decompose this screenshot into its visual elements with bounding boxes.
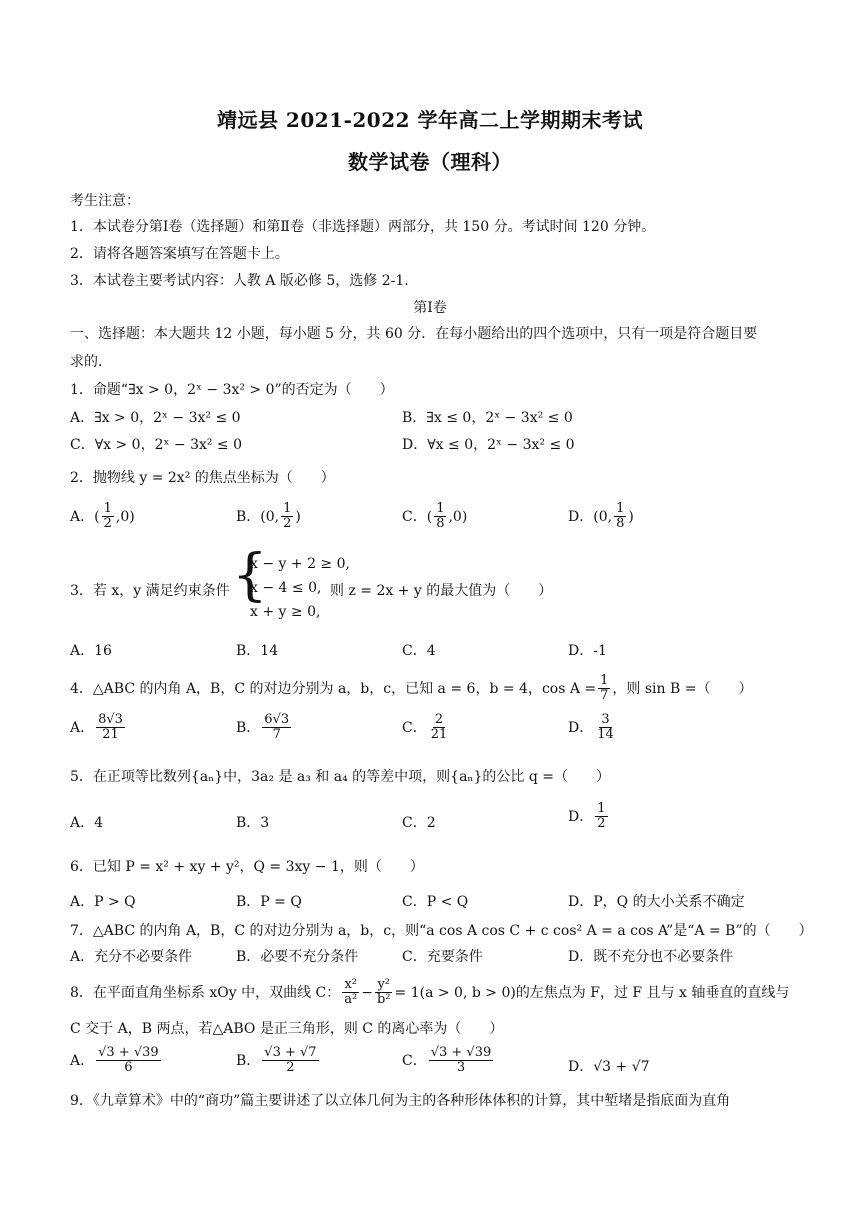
q4-a-den: 21 bbox=[102, 727, 119, 743]
q6-option-a: A．P > Q bbox=[70, 894, 136, 910]
q3-option-c: C．4 bbox=[402, 643, 436, 659]
q7-option-b: B．必要不充分条件 bbox=[236, 949, 359, 965]
q4-c-fraction bbox=[429, 713, 450, 743]
q8-c-den: 3 bbox=[456, 1060, 466, 1076]
q2-option-c bbox=[402, 502, 467, 532]
question-5-stem: 5．在正项等比数列{aₙ}中，3a₂ 是 a₃ 和 a₄ 的等差中项，则{aₙ}的公比 q =（ ） bbox=[70, 769, 610, 785]
q2-d-pre: (0, bbox=[593, 508, 613, 525]
section-intro-line1: 一、选择题：本大题共 12 小题，每小题 5 分，共 60 分．在每小题给出的四个选项中，只有一项是符合题目要 bbox=[70, 326, 758, 342]
q2-b-num: 1 bbox=[283, 501, 292, 516]
question-2-stem: 2．抛物线 y = 2x² 的焦点坐标为（ ） bbox=[70, 470, 335, 486]
q5-option-c: C．2 bbox=[402, 815, 436, 831]
q2-a-pre: ( bbox=[94, 508, 100, 525]
q7-option-c: C．充要条件 bbox=[402, 949, 483, 965]
q8-c-num: √3 + √39 bbox=[430, 1045, 492, 1060]
question-6-stem: 6．已知 P = x² + xy + y²，Q = 3xy − 1，则（ ） bbox=[70, 859, 424, 875]
q8-y-den: b² bbox=[376, 992, 391, 1008]
q8-b-fraction bbox=[262, 1046, 318, 1076]
constraint-2: x − 4 ≤ 0, bbox=[250, 580, 322, 596]
q8-a-num: √3 + √39 bbox=[98, 1045, 159, 1060]
q8-b-num: √3 + √7 bbox=[264, 1045, 317, 1060]
question-8-line2: C 交于 A，B 两点，若△ABO 是正三角形，则 C 的离心率为（ ） bbox=[70, 1021, 504, 1037]
q4-d-fraction bbox=[595, 713, 616, 743]
constraint-brace: { bbox=[232, 543, 268, 608]
notice-item-1: 1．本试卷分第Ⅰ卷（选择题）和第Ⅱ卷（非选择题）两部分，共 150 分。考试时间 120 分钟。 bbox=[70, 219, 656, 235]
q2-a-den: 2 bbox=[103, 516, 112, 532]
q4-a-fraction bbox=[96, 713, 125, 743]
q3-option-d: D．-1 bbox=[568, 643, 607, 659]
q8-d-label: D． bbox=[568, 1059, 594, 1075]
q2-option-b bbox=[236, 502, 301, 532]
q2-b-den: 2 bbox=[283, 516, 292, 532]
q1-option-d: D．∀x ≤ 0，2ˣ − 3x² ≤ 0 bbox=[402, 437, 575, 453]
q8-c-label: C． bbox=[402, 1052, 427, 1069]
q2-b-fraction bbox=[281, 502, 293, 532]
notice-item-2: 2．请将各题答案填写在答题卡上。 bbox=[70, 246, 289, 262]
q4-c-label: C． bbox=[402, 719, 427, 736]
q5-d-den: 2 bbox=[597, 816, 606, 832]
q8-a-label: A． bbox=[70, 1052, 95, 1069]
q2-c-post: ,0) bbox=[448, 508, 468, 525]
constraint-1: x − y + 2 ≥ 0, bbox=[250, 556, 350, 572]
q5-option-a: A．4 bbox=[70, 815, 104, 831]
q8-a-den: 6 bbox=[124, 1060, 133, 1076]
q8-eq-rest: = 1(a > 0, b > 0) bbox=[394, 984, 516, 1001]
q2-c-num: 1 bbox=[436, 501, 445, 516]
notice-heading: 考生注意： bbox=[70, 193, 140, 209]
q5-d-fraction bbox=[595, 802, 607, 832]
q6-option-d: D．P，Q 的大小关系不确定 bbox=[568, 894, 745, 910]
q2-d-den: 8 bbox=[616, 516, 625, 532]
q2-d-num: 1 bbox=[616, 501, 625, 516]
section-intro-line2: 求的． bbox=[70, 354, 112, 370]
q8-a-fraction bbox=[96, 1046, 161, 1076]
q4-cos-num: 1 bbox=[600, 673, 609, 688]
q6-option-b: B．P = Q bbox=[236, 894, 302, 910]
q8-x-num: x² bbox=[344, 977, 358, 992]
q4-cos-den: 7 bbox=[600, 688, 609, 704]
q8-c-fraction bbox=[429, 1046, 494, 1076]
q8-stem-b: 的左焦点为 F，过 F 且与 x 轴垂直的直线与 bbox=[515, 984, 790, 1001]
q2-c-den: 8 bbox=[436, 516, 445, 532]
q4-option-a bbox=[70, 713, 127, 743]
q8-b-label: B． bbox=[236, 1052, 261, 1069]
question-7-stem: 7．△ABC 的内角 A，B，C 的对边分别为 a，b，c，则“a cos A cos C + c cos² A = a cos A”是“A = B”的（ ） bbox=[70, 923, 813, 939]
q4-stem-b: ，则 sin B =（ ） bbox=[612, 680, 753, 697]
question-4-stem bbox=[70, 674, 752, 704]
q5-option-d bbox=[568, 802, 610, 832]
q4-cos-fraction bbox=[598, 674, 610, 704]
q2-a-post: ,0) bbox=[115, 508, 135, 525]
q8-x-den: a² bbox=[344, 992, 358, 1008]
q2-b-post: ) bbox=[295, 508, 301, 525]
q2-a-label: A． bbox=[70, 508, 95, 525]
q2-option-a bbox=[70, 502, 135, 532]
q4-stem-a: 4．△ABC 的内角 A，B，C 的对边分别为 a，b，c，已知 a = 6，b = 4，cos A = bbox=[70, 680, 597, 697]
q4-d-den: 14 bbox=[597, 727, 614, 743]
q2-a-num: 1 bbox=[103, 501, 112, 516]
q1-option-c: C．∀x > 0，2ˣ − 3x² ≤ 0 bbox=[70, 437, 243, 453]
q8-option-c bbox=[402, 1046, 495, 1076]
q8-option-d bbox=[568, 1056, 650, 1076]
q4-a-label: A． bbox=[70, 719, 95, 736]
q7-option-a: A．充分不必要条件 bbox=[70, 949, 193, 965]
q3-option-a: A．16 bbox=[70, 643, 112, 659]
q2-c-label: C． bbox=[402, 508, 427, 525]
q1-option-b: B．∃x ≤ 0，2ˣ − 3x² ≤ 0 bbox=[402, 410, 573, 426]
q5-d-num: 1 bbox=[597, 801, 606, 816]
q8-d-text: √3 + √7 bbox=[593, 1059, 650, 1075]
q2-c-pre: ( bbox=[426, 508, 433, 525]
q7-option-d: D．既不充分也不必要条件 bbox=[568, 949, 734, 965]
q4-option-d bbox=[568, 713, 618, 743]
question-8-stem bbox=[70, 978, 789, 1008]
q8-y-fraction bbox=[375, 978, 393, 1008]
q6-option-c: C．P < Q bbox=[402, 894, 469, 910]
q4-d-label: D． bbox=[568, 719, 594, 736]
exam-title: 靖远县 2021-2022 学年高二上学期期末考试 bbox=[216, 108, 644, 132]
question-3-stem-right: 则 z = 2x + y 的最大值为（ ） bbox=[330, 583, 553, 599]
constraint-3: x + y ≥ 0, bbox=[250, 604, 321, 620]
question-3-stem-left: 3．若 x，y 满足约束条件 bbox=[70, 583, 230, 599]
q2-a-fraction bbox=[102, 502, 114, 532]
q8-option-a bbox=[70, 1046, 163, 1076]
q2-b-pre: (0, bbox=[260, 508, 280, 525]
q4-a-num: 8√3 bbox=[98, 712, 123, 727]
q4-c-den: 21 bbox=[430, 727, 448, 743]
q2-c-fraction bbox=[434, 502, 446, 532]
q2-option-d bbox=[568, 502, 634, 532]
notice-item-3: 3．本试卷主要考试内容：人教 A 版必修 5，选修 2-1. bbox=[70, 273, 409, 289]
q3-option-b: B．14 bbox=[236, 643, 279, 659]
q5-option-b: B．3 bbox=[236, 815, 270, 831]
q8-minus: − bbox=[361, 984, 373, 1001]
section-label: 第Ⅰ卷 bbox=[413, 300, 447, 316]
exam-subtitle: 数学试卷（理科） bbox=[348, 150, 512, 174]
q4-b-den: 7 bbox=[272, 727, 281, 743]
q8-option-b bbox=[236, 1046, 321, 1076]
q8-stem-a: 8．在平面直角坐标系 xOy 中，双曲线 C： bbox=[70, 984, 341, 1001]
q1-option-a: A．∃x > 0，2ˣ − 3x² ≤ 0 bbox=[70, 410, 241, 426]
q2-d-post: ) bbox=[628, 508, 634, 525]
q4-c-num: 2 bbox=[434, 712, 444, 727]
question-9-stem: 9．《九章算术》中的“商功”篇主要讲述了以立体几何为主的各种形体体积的计算，其中堑堵是指底面为直角 bbox=[70, 1093, 731, 1109]
question-1-stem: 1．命题“∃x > 0，2ˣ − 3x² > 0”的否定为（ ） bbox=[70, 382, 394, 398]
q5-d-label: D． bbox=[568, 808, 594, 825]
q4-b-num: 6√3 bbox=[264, 712, 290, 727]
q8-x-fraction bbox=[342, 978, 359, 1008]
q2-d-fraction bbox=[614, 502, 626, 532]
q4-option-c bbox=[402, 713, 451, 743]
q4-d-num: 3 bbox=[601, 712, 610, 727]
q4-option-b bbox=[236, 713, 293, 743]
q8-b-den: 2 bbox=[286, 1060, 295, 1076]
q2-b-label: B． bbox=[236, 508, 261, 525]
q4-b-label: B． bbox=[236, 719, 261, 736]
q2-d-label: D． bbox=[568, 508, 594, 525]
q8-y-num: y² bbox=[377, 977, 391, 992]
q4-b-fraction bbox=[262, 713, 291, 743]
